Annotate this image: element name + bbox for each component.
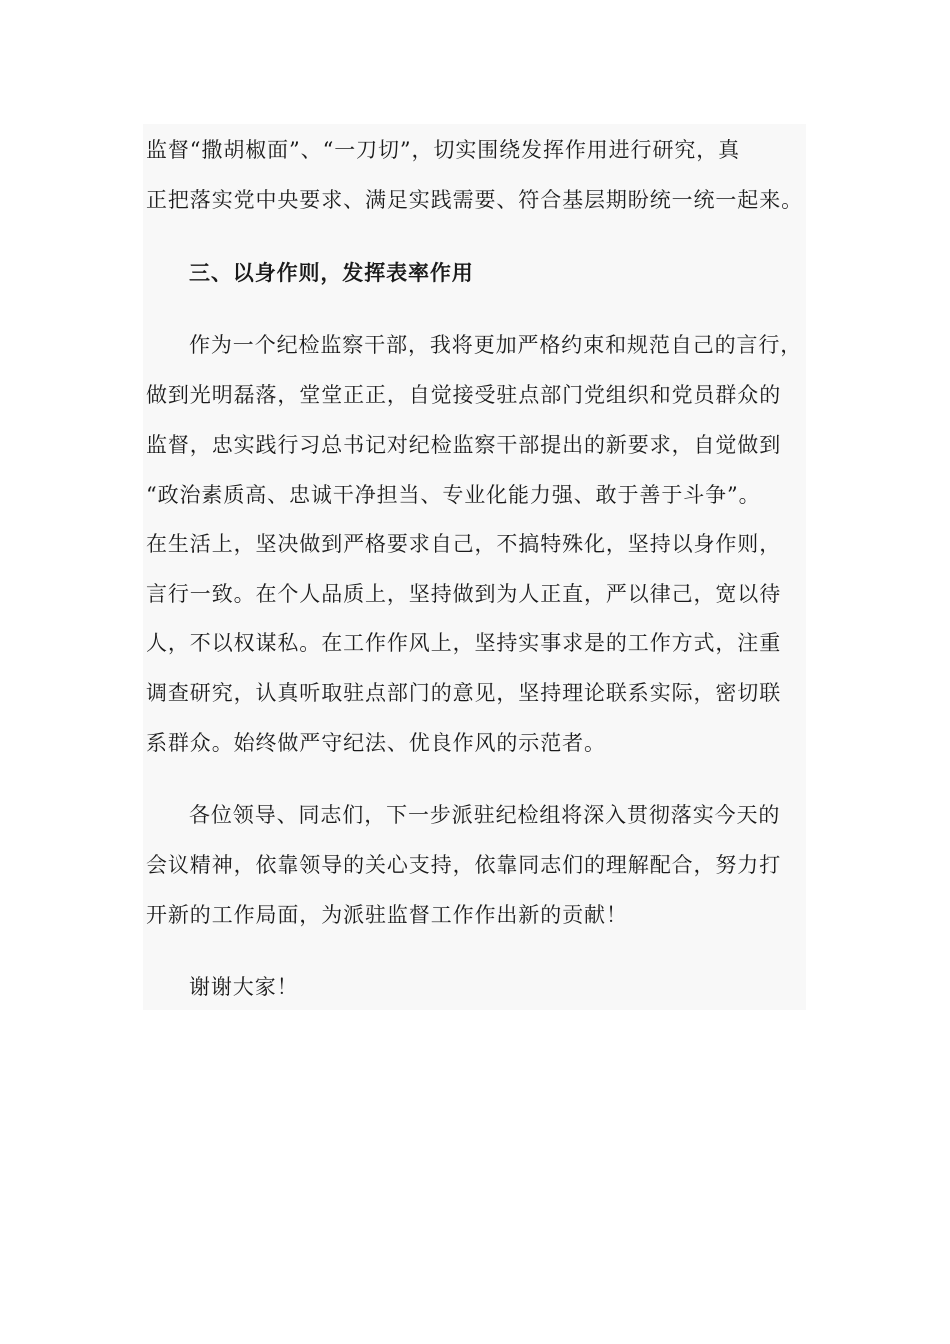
- paragraph-line: 言行一致。在个人品质上，坚持做到为人正直，严以律己，宽以待: [146, 582, 782, 606]
- paragraph-line: 作为一个纪检监察干部，我将更加严格约束和规范自己的言行，: [189, 333, 803, 357]
- paragraph-line: 在生活上，坚决做到严格要求自己，不搞特殊化，坚持以身作则，: [146, 532, 782, 556]
- paragraph-line: 监督，忠实践行习总书记对纪检监察干部提出的新要求，自觉做到: [146, 433, 782, 457]
- paragraph-line: 做到光明磊落，堂堂正正，自觉接受驻点部门党组织和党员群众的: [146, 383, 782, 407]
- paragraph-line: “政治素质高、忠诚干净担当、专业化能力强、敢于善于斗争”。: [146, 483, 761, 507]
- closing-text: 谢谢大家！: [189, 975, 299, 999]
- section-heading: 三、以身作则，发挥表率作用: [189, 260, 474, 285]
- paragraph-line: 系群众。始终做严守纪法、优良作风的示范者。: [146, 731, 606, 755]
- paragraph-line: 开新的工作局面，为派驻监督工作作出新的贡献！: [146, 903, 628, 927]
- paragraph-line: 正把落实党中央要求、满足实践需要、符合基层期盼统一统一起来。: [146, 188, 803, 212]
- paragraph-line: 调查研究，认真听取驻点部门的意见，坚持理论联系实际，密切联: [146, 681, 782, 705]
- paragraph-line: 监督“撒胡椒面”、“一刀切”，切实围绕发挥作用进行研究，真: [146, 138, 741, 162]
- paragraph-line: 人，不以权谋私。在工作作风上，坚持实事求是的工作方式，注重: [146, 631, 782, 655]
- paragraph-line: 会议精神，依靠领导的关心支持，依靠同志们的理解配合，努力打: [146, 853, 782, 877]
- paragraph-line: 各位领导、同志们，下一步派驻纪检组将深入贯彻落实今天的: [189, 803, 781, 827]
